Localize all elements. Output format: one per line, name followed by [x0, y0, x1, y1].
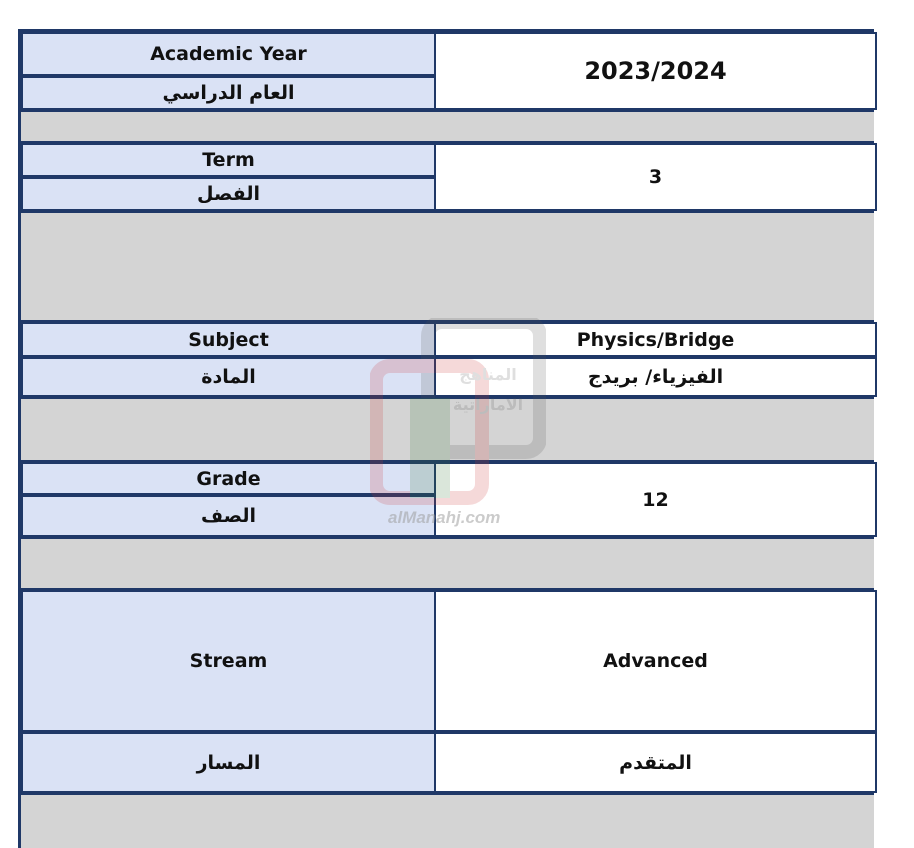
grade-value: 12	[434, 462, 877, 537]
row-gap	[21, 110, 874, 143]
stream-value: Advanced	[434, 590, 877, 732]
term-value: 3	[434, 143, 877, 211]
subject-value: Physics/Bridge	[434, 322, 877, 357]
subject-label-ar: المادة	[21, 357, 436, 397]
watermark-text: alManahj.com	[388, 508, 501, 527]
grade-label: Grade	[21, 462, 436, 495]
row-gap	[21, 397, 874, 462]
term-label: Term	[21, 143, 436, 177]
row-gap	[21, 537, 874, 590]
stream-value-ar: المتقدم	[434, 732, 877, 793]
academic-year-label: Academic Year	[21, 32, 436, 76]
academic-year-value: 2023/2024	[434, 32, 877, 110]
grade-label-ar: الصف	[21, 495, 436, 537]
academic-year-label-ar: العام الدراسي	[21, 76, 436, 110]
row-gap	[21, 211, 874, 322]
row-gap	[21, 793, 874, 848]
term-label-ar: الفصل	[21, 177, 436, 211]
stream-label-ar: المسار	[21, 732, 436, 793]
subject-value-ar: الفيزياء/ بريدج	[434, 357, 877, 397]
stream-label: Stream	[21, 590, 436, 732]
subject-label: Subject	[21, 322, 436, 357]
